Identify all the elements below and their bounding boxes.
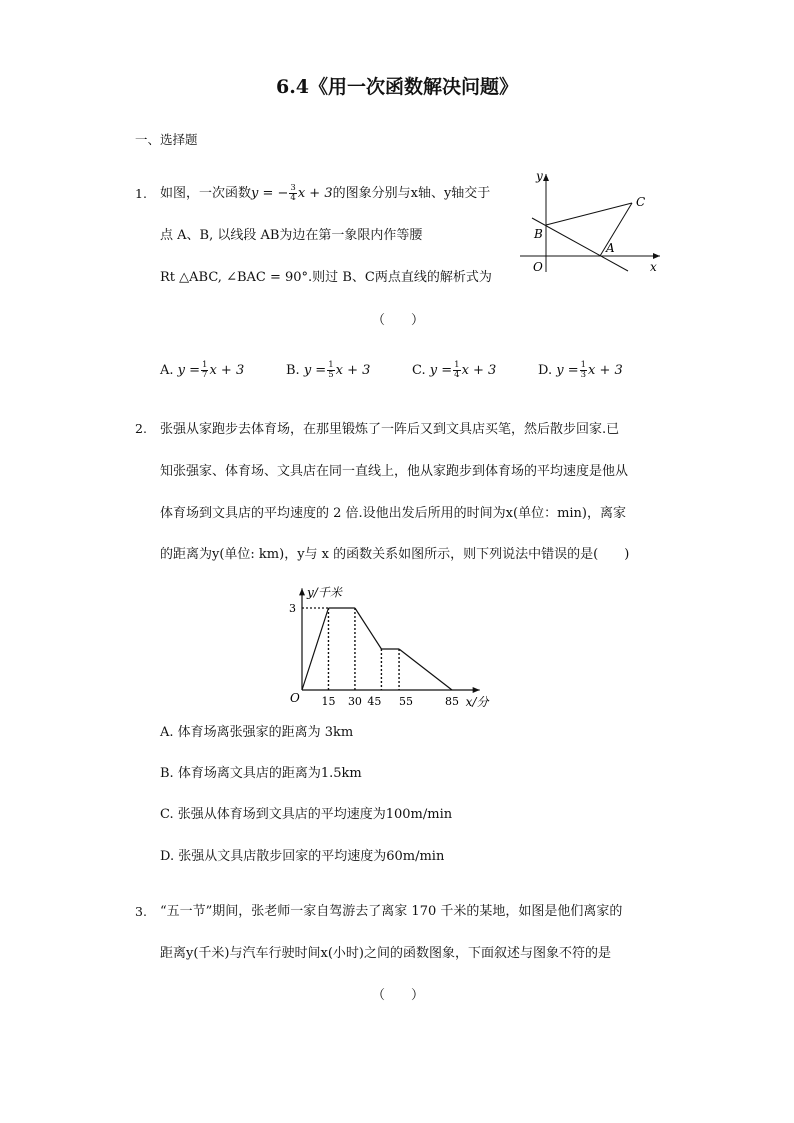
q1-line2: 点 A、B, 以线段 AB为边在第一象限内作等腰 [160,228,423,243]
q1-option-b-fraction [327,361,334,380]
q1-point-c-label: C [636,195,646,209]
q2-line2: 知张强家、体育场、文具店在同一直线上，他从家跑步到体育场的平均速度是他从 [160,464,629,479]
q1-option-c-num: 1 [454,360,460,370]
q1-line1-tail: 的图象分别与x轴、y轴交于 [332,186,491,201]
q1-option-b-num: 1 [328,360,334,370]
q1-option-d-fraction [580,361,587,380]
q1-x-label: x [650,260,657,274]
q1-point-b-label: B [534,227,543,241]
q1-option-a-tail: x + 3 [209,363,245,378]
q3-line2: 距离y(千米)与汽车行驶时间x(小时)之间的函数图象，下面叙述与图象不符的是 [160,946,611,961]
q1-eq-den: 4 [290,193,296,203]
q2-x-axis-arrow [473,687,480,693]
q1-point-a-label: A [606,241,615,255]
q1-figure [510,168,670,278]
q2-x-axis-label: x/分 [465,695,489,709]
q2-line-segment-1 [302,608,328,690]
q3-line1: “五一节”期间，张老师一家自驾游去了离家 170 千米的某地，如图是他们离家的 [160,904,623,919]
q1-answer-paren: （ ） [372,313,425,328]
q1-line1-lead: 如图，一次函数 [160,186,252,201]
q1-option-a-den: 7 [202,370,208,380]
q2-chart [280,578,520,710]
q2-chart-axes [299,588,480,693]
q1-y-label: y [536,169,543,183]
q1-option-a-lhs: y = [177,363,201,378]
q2-option-a: A. 体育场离张强家的距离为 3km [160,725,354,740]
q2-x-tick-85: 85 [445,695,459,708]
q1-option-d-den: 3 [580,370,587,380]
q1-option-a [160,361,244,380]
q2-number: 2. [135,421,147,436]
q1-option-c-label: C. [412,363,426,378]
page-title: 6.4《用一次函数解决问题》 [275,76,519,98]
q2-line3: 体育场到文具店的平均速度的 2 倍.设他出发后所用的时间为x(单位：min)，离家 [160,506,627,521]
q2-x-tick-15: 15 [321,695,336,708]
q1-y-arrow [543,174,549,181]
q1-option-a-num: 1 [202,360,208,370]
q1-option-b-lhs: y = [303,363,327,378]
q1-segment-bc [546,203,632,225]
q2-line-segment-3 [355,608,381,649]
q2-x-tick-45: 45 [367,695,382,708]
q1-option-a-label: A. [160,363,174,378]
q1-option-c-lhs: y = [429,363,453,378]
q1-option-c-tail: x + 3 [461,363,497,378]
q1-option-d-num: 1 [580,360,587,370]
q1-option-c-den: 4 [454,370,460,380]
section-heading: 一、选择题 [135,132,198,147]
q1-option-d-tail: x + 3 [588,363,623,378]
q2-y-tick-3: 3 [289,602,296,615]
q2-x-tick-30: 30 [347,695,362,708]
q1-option-c [412,361,496,380]
q1-option-d [538,361,623,380]
q1-option-c-fraction [453,361,460,380]
q2-chart-marks [289,602,459,708]
q1-option-b-tail: x + 3 [335,363,371,378]
q3-number: 3. [135,904,147,919]
q1-option-b [286,361,370,380]
q1-eq-lhs: y = − [251,186,289,201]
q1-line1 [160,182,490,203]
q2-y-axis-label: y/千米 [307,585,342,600]
q1-eq-tail: x + 3 [297,186,333,201]
q1-option-d-label: D. [538,363,553,378]
q2-option-c: C. 张强从体育场到文具店的平均速度为100m/min [160,807,453,822]
q1-option-b-label: B. [286,363,300,378]
q1-option-b-den: 5 [328,370,334,380]
q1-option-d-lhs: y = [556,363,579,378]
q1-option-a-fraction [201,361,208,380]
q2-line1: 张强从家跑步去体育场，在那里锻炼了一阵后又到文具店买笔，然后散步回家.已 [160,422,620,437]
q2-line-segment-5 [399,649,452,690]
q1-eq-num: 3 [290,183,296,193]
q1-eq-fraction [289,184,296,203]
q2-option-d: D. 张强从文具店散步回家的平均速度为60m/min [160,849,445,864]
q2-x-tick-55: 55 [399,695,414,708]
q1-number: 1. [135,186,147,201]
q2-line4: 的距离为y(单位: km)，y与 x 的函数关系如图所示，则下列说法中错误的是( ) [160,547,630,562]
q1-origin-label: O [533,260,543,274]
q2-y-axis-arrow [299,588,305,595]
q3-answer-paren: （ ） [372,988,425,1003]
q1-line3: Rt △ABC, ∠BAC = 90°.则过 B、C两点直线的解析式为 [160,270,492,285]
q1-segment-ca [600,203,632,256]
q2-option-b: B. 体育场离文具店的距离为1.5km [160,766,362,781]
q1-x-arrow [653,253,660,259]
q2-origin-label: O [290,691,300,705]
